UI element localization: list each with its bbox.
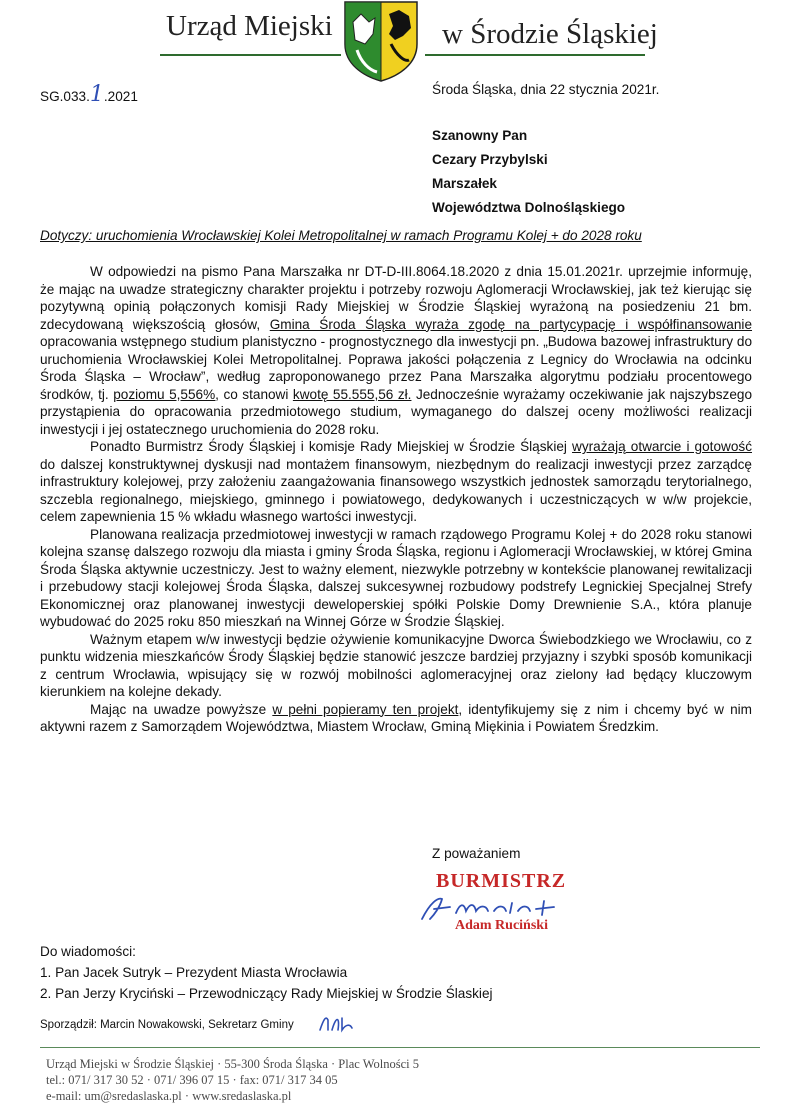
cc-title: Do wiadomości: [40,944,136,959]
place-and-date: Środa Śląska, dnia 22 stycznia 2021r. [432,82,660,97]
letter-subject: Dotyczy: uruchomienia Wrocławskiej Kolei Metropolitalnej w ramach Programu Kolej + do 2028 roku [40,228,642,243]
paragraph-2 [40,438,752,526]
stamp-name: Adam Ruciński [455,918,548,933]
header-office-name: Urząd Miejski [166,10,333,42]
p2-highlight-readiness: wyrażają otwarcie i gotowość [572,439,752,454]
reference-suffix: .2021 [103,89,138,104]
addressee-block [432,124,625,220]
addressee-office: Województwa Dolnośląskiego [432,200,626,215]
header-city-name: w Środzie Śląskiej [442,18,658,50]
closing-regards: Z poważaniem [432,846,521,861]
addressee-name: Cezary Przybylski [432,152,548,167]
paragraph-4: Ważnym etapem w/w inwestycji będzie ożywienie komunikacyjne Dworca Świebodzkiego we Wrocławiu, co z punktu widzenia mieszkańców Środy Śląskiej będzie stanowić jeszcze bardziej przyjazny i szybki sposób komunikacji z centrum Wrocławia, wpisujący się w rozwój mobilności aglomeracyjnej oraz zielony ład będący kluczowym kierunkiem na kolejne dekady. [40,631,752,699]
p1-highlight-consent: Gmina Środa Śląska wyraża zgodę na partycypację i współfinansowanie [269,316,753,332]
header-rule-right [425,54,645,56]
secretary-initials [316,1012,356,1034]
p2-text-a: Ponadto Burmistrz Środy Śląskiej i komisje Rady Miejskiej w Środzie Śląskiej [90,439,573,454]
addressee-salutation: Szanowny Pan [432,128,528,143]
footer-rule [40,1047,760,1048]
footer-address: Urząd Miejski w Środzie Śląskiej · 55-300 Środa Śląska · Plac Wolności 5 [46,1057,420,1071]
p5-text-b: , identyfikujemy się z nim i chcemy być w nim aktywni razem z Samorządem Województwa, Miastem Wrocław, Gminą Miękinia i Powiatem Średzkim. [40,701,752,734]
prepared-by: Sporządził: Marcin Nowakowski, Sekretarz Gminy [40,1019,294,1031]
p1-highlight-percent: poziomu 5,556%, [113,386,219,402]
stamp-title: BURMISTRZ [436,870,567,892]
p5-text-a: Mając na uwadze powyższe [90,701,273,717]
p1-text-d: Jednocześnie wyrażamy oczekiwanie jak najszybszego przystąpienia do opracowania przedmiotowego studium, wymaganego do dalszej oceny możliwości realizacji inwestycji i jej ostatecznego uruchomienia do 2028 roku. [40,386,752,437]
cc-item-1: 1. Pan Jacek Sutryk – Prezydent Miasta Wrocławia [40,965,348,980]
paragraph-5 [40,701,752,736]
p1-text-c: co stanowi [218,386,293,402]
footer-phones: tel.: 071/ 317 30 52 · 071/ 396 07 15 · fax: 071/ 317 34 05 [46,1073,338,1087]
letter-body [40,263,752,736]
header-rule-left [160,54,341,56]
paragraph-1 [40,263,752,438]
reference-number [40,82,138,107]
reference-handwritten-number: 1 [89,82,104,107]
p1-text-b: opracowania wstępnego studium planistyczno - prognostycznego dla inwestycji pn. „Budowa bazowej infrastruktury do uruchomienia Wrocławskiej Kolei Metropolitalnej. Poprawa jakości połączenia z Legnicy do Wrocławia na odcinku Środa Śląska – Wrocław”, według zaproponowanego przez Pana Marszałka algorytmu podziału procentowego środków, tj. [40,334,752,402]
p5-highlight-support: w pełni popieramy ten projekt [272,701,459,717]
addressee-title: Marszałek [432,176,497,191]
city-coat-of-arms-icon [339,0,423,82]
cc-item-2: 2. Pan Jerzy Kryciński – Przewodniczący Rady Miejskiej w Środzie Ślaskiej [40,986,493,1001]
p2-text-b: do dalszej konstruktywnej dyskusji nad montażem finansowym, niezbędnym do realizacji inwestycji przez zarządcę infrastruktury kolejowej, przy założeniu zaangażowania finansowego wszystkich jednostek samorządu terytorialnego, szczebla regionalnego, miejskiego, gminnego i powiatowego, dedykowanych i uczestniczących w w/w projekcie, celem zapewnienia 15 % wkładu własnego wartości inwestycji. [40,456,752,524]
footer-email: e-mail: um@sredaslaska.pl · www.sredaslaska.pl [46,1089,292,1103]
p1-text-a: W odpowiedzi na pismo Pana Marszałka nr DT-D-III.8064.18.2020 z dnia 15.01.2021r. uprzejmie informuję, że mając na uwadze strategiczny charakter projektu i potrzeby rozwoju Aglomeracji Wrocławskiej, jak też kierując się pozytywną opinią połączonych komisji Rady Miejskiej w Środzie Śląskiej wyrażoną na posiedzeniu 21 bm. zdecydowaną większością głosów, [40,264,752,332]
cc-list [40,941,493,1004]
p1-highlight-amount: kwotę 55.555,56 zł. [292,386,412,402]
paragraph-3: Planowana realizacja przedmiotowej inwestycji w ramach rządowego Programu Kolej + do 2028 roku stanowi kolejna szansę dalszego rozwoju dla miasta i gminy Środa Śląska, regionu i Aglomeracji Wrocławskiej, w której Gmina Środa Śląska aktywnie uczestniczy. Jest to ważny element, niezwykle potrzebny w kontekście planowanej rewitalizacji i przebudowy stacji kolejowej Środa Śląska, dalszej sukcesywnej rozbudowy podstrefy Legnickiej Specjalnej Strefy Ekonomicznej oraz planowanej inwestycji deweloperskiej spółki Polskie Domy Drewnienie S.A., która planuje wybudować do 2025 roku 850 mieszkań na Winnej Górze w Środzie Śląskiej. [40,526,752,629]
reference-prefix: SG.033. [40,89,90,104]
